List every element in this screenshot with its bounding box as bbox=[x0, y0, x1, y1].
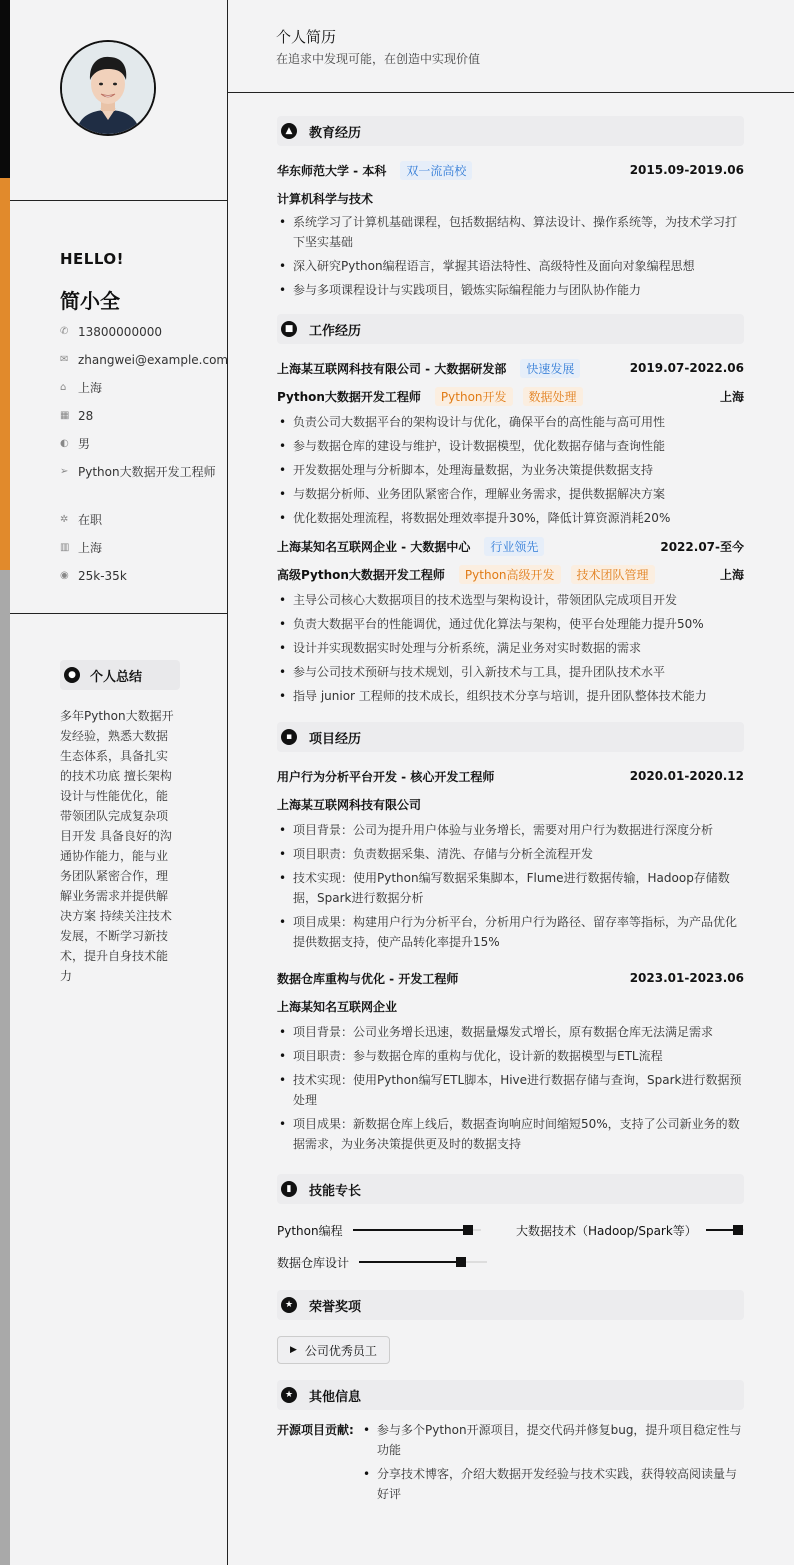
page-title: 个人简历 bbox=[276, 28, 337, 46]
contact-info bbox=[60, 322, 229, 594]
major-row bbox=[277, 184, 744, 212]
project-company: 上海某互联网科技有限公司 bbox=[277, 797, 422, 812]
award-icon: ★ bbox=[281, 1387, 297, 1403]
info-location: ⌂ 上海 bbox=[60, 378, 225, 406]
info-email: ✉ zhangwei@example.com bbox=[60, 350, 225, 378]
skill-item bbox=[277, 1246, 516, 1278]
other-label: 开源项目贡献: bbox=[277, 1423, 354, 1437]
skill-bar bbox=[359, 1261, 487, 1263]
project-date: 2023.01-2023.06 bbox=[629, 971, 744, 985]
skill-tag: 技术团队管理 bbox=[571, 565, 655, 584]
other-bullets bbox=[361, 1420, 744, 1508]
skill-name: Python编程 bbox=[277, 1223, 343, 1238]
color-stripe bbox=[0, 0, 10, 1565]
list-item: • 与数据分析师、业务团队紧密合作，理解业务需求，提供数据解决方案 bbox=[277, 484, 744, 504]
list-item: • 负责公司大数据平台的架构设计与优化，确保平台的高性能与高可用性 bbox=[277, 412, 744, 432]
project-row bbox=[277, 762, 744, 790]
sidebar-divider bbox=[10, 613, 228, 614]
skill-tag: Python开发 bbox=[435, 387, 513, 406]
info-phone: ✆ 13800000000 bbox=[60, 322, 225, 350]
major: 计算机科学与技术 bbox=[277, 191, 374, 206]
award-badge[interactable] bbox=[277, 1336, 390, 1364]
list-item: • 项目成果：新数据仓库上线后，数据查询响应时间缩短50%，支持了公司新业务的数据需求，为业务决策提供更及时的数据支持 bbox=[277, 1114, 744, 1154]
skill-tag: Python高级开发 bbox=[459, 565, 561, 584]
sidebar bbox=[10, 0, 228, 1565]
info-status: ✲ 在职 bbox=[60, 510, 225, 538]
job-bullets bbox=[277, 412, 744, 528]
page-subtitle: 在追求中发现可能，在创造中实现价值 bbox=[276, 52, 481, 66]
list-item: • 参与数据仓库的建设与维护，设计数据模型，优化数据存储与查询性能 bbox=[277, 436, 744, 456]
list-item: • 项目背景：公司业务增长迅速，数据量爆发式增长，原有数据仓库无法满足需求 bbox=[277, 1022, 744, 1042]
list-item: • 负责大数据平台的性能调优，通过优化算法与架构，使平台处理能力提升50% bbox=[277, 614, 744, 634]
hello-label: HELLO! bbox=[60, 250, 124, 268]
summary-title: 个人总结 bbox=[90, 669, 143, 685]
school-name: 华东师范大学 - 本科 bbox=[277, 163, 387, 178]
list-item: • 项目职责：参与数据仓库的重构与优化，设计新的数据模型与ETL流程 bbox=[277, 1046, 744, 1066]
list-item: • 指导 junior 工程师的技术成长，组织技术分享与培训，提升团队整体技术能力 bbox=[277, 686, 744, 706]
school-tag: 双一流高校 bbox=[400, 161, 472, 180]
stripe-middle bbox=[0, 178, 10, 570]
info-age: ▦ 28 bbox=[60, 406, 225, 434]
skill-knob bbox=[463, 1225, 473, 1235]
award-icon: ★ bbox=[281, 1297, 297, 1313]
other-header: ★ 其他信息 bbox=[277, 1380, 744, 1410]
award-label: 公司优秀员工 bbox=[304, 1343, 377, 1358]
job-company-row bbox=[277, 532, 744, 560]
list-item: • 主导公司核心大数据项目的技术选型与架构设计，带领团队完成项目开发 bbox=[277, 590, 744, 610]
list-item: • 设计并实现数据实时处理与分析系统，满足业务对实时数据的需求 bbox=[277, 638, 744, 658]
job-position: Python大数据开发工程师 bbox=[277, 389, 421, 404]
calendar-icon: ▦ bbox=[60, 410, 70, 421]
info-salary: ◉ 25k-35k bbox=[60, 566, 225, 594]
job-city: 上海 bbox=[719, 567, 744, 582]
skill-fill bbox=[353, 1229, 468, 1231]
skill-item bbox=[516, 1214, 744, 1246]
education-header: ▲ 教育经历 bbox=[277, 116, 744, 146]
gender-icon: ◐ bbox=[60, 438, 69, 449]
list-item: • 深入研究Python编程语言，掌握其语法特性、高级特性及面向对象编程思想 bbox=[277, 256, 744, 276]
info-work-city: ▥ 上海 bbox=[60, 538, 225, 566]
user-icon: ● bbox=[64, 667, 80, 683]
list-item: • 项目背景：公司为提升用户体验与业务增长，需要对用户行为数据进行深度分析 bbox=[277, 820, 744, 840]
list-item: • 技术实现：使用Python编写ETL脚本，Hive进行数据存储与查询，Spark进行数据预处理 bbox=[277, 1070, 744, 1110]
building-icon: ▥ bbox=[60, 542, 70, 553]
salary-icon: ◉ bbox=[60, 570, 69, 581]
project-row bbox=[277, 964, 744, 992]
profile-name: 简小全 bbox=[60, 289, 120, 313]
avatar bbox=[60, 40, 156, 136]
list-item: • 优化数据处理流程，将数据处理效率提升30%，降低计算资源消耗20% bbox=[277, 508, 744, 528]
project-date: 2020.01-2020.12 bbox=[629, 769, 744, 783]
play-icon: ▶ bbox=[290, 1345, 297, 1355]
list-item: • 参与多项课程设计与实践项目，锻炼实际编程能力与团队协作能力 bbox=[277, 280, 744, 300]
education-row bbox=[277, 156, 744, 184]
project-company: 上海某知名互联网企业 bbox=[277, 999, 398, 1014]
skill-knob bbox=[456, 1257, 466, 1267]
skill-name: 大数据技术（Hadoop/Spark等） bbox=[516, 1223, 697, 1238]
sidebar-divider bbox=[10, 200, 228, 201]
list-item: • 项目成果：构建用户行为分析平台，分析用户行为路径、留存率等指标，为产品优化提供数据支持，使产品转化率提升15% bbox=[277, 912, 744, 952]
stripe-top bbox=[0, 0, 10, 178]
company-tag: 快速发展 bbox=[520, 359, 580, 378]
company-tag: 行业领先 bbox=[484, 537, 544, 556]
summary-text: 多年Python大数据开发经验，熟悉大数据生态体系，具备扎实的技术功底 擅长架构设计与性能优化，能带领团队完成复杂项目开发 具备良好的沟通协作能力，能与业务团队紧密合作，理解业务需求并提供解决方案 持续关注技术发展，不断学习新技术，提升自身技术能力 bbox=[60, 709, 174, 983]
list-item: • 参与公司技术预研与技术规划，引入新技术与工具，提升团队技术水平 bbox=[277, 662, 744, 682]
skill-fill bbox=[359, 1261, 461, 1263]
avatar-portrait bbox=[62, 42, 154, 134]
job-date: 2022.07-至今 bbox=[660, 539, 744, 554]
summary-header bbox=[60, 660, 180, 690]
info-gender: ◐ 男 bbox=[60, 434, 225, 462]
job-city: 上海 bbox=[719, 389, 744, 404]
job-position-row bbox=[277, 560, 744, 588]
stripe-bottom bbox=[0, 570, 10, 1565]
skill-tag: 数据处理 bbox=[523, 387, 583, 406]
list-item: • 参与多个Python开源项目，提交代码并修复bug，提升项目稳定性与功能 bbox=[361, 1420, 744, 1460]
phone-icon: ✆ bbox=[60, 326, 69, 337]
skill-name: 数据仓库设计 bbox=[277, 1255, 350, 1270]
skill-knob bbox=[733, 1225, 743, 1235]
skill-bar bbox=[353, 1229, 481, 1231]
mail-icon: ✉ bbox=[60, 354, 69, 365]
awards-header: ★ 荣誉奖项 bbox=[277, 1290, 744, 1320]
education-bullets bbox=[277, 212, 744, 300]
skill-item bbox=[277, 1214, 516, 1246]
list-item: • 开发数据处理与分析脚本，处理海量数据，为业务决策提供数据支持 bbox=[277, 460, 744, 480]
home-icon: ⌂ bbox=[60, 382, 67, 393]
other-info bbox=[277, 1420, 744, 1508]
project-name: 数据仓库重构与优化 - 开发工程师 bbox=[277, 971, 459, 986]
skills-list bbox=[277, 1214, 744, 1278]
job-date: 2019.07-2022.06 bbox=[629, 361, 744, 375]
project-bullets bbox=[277, 820, 744, 952]
list-item: • 分享技术博客，介绍大数据开发经验与技术实践，获得较高阅读量与好评 bbox=[361, 1464, 744, 1504]
projects-header: ▪ 项目经历 bbox=[277, 722, 744, 752]
project-company-row bbox=[277, 992, 744, 1020]
bar-chart-icon: ▮ bbox=[281, 1181, 297, 1197]
project-name: 用户行为分析平台开发 - 核心开发工程师 bbox=[277, 769, 495, 784]
list-item: • 系统学习了计算机基础课程，包括数据结构、算法设计、操作系统等，为技术学习打下坚实基础 bbox=[277, 212, 744, 252]
job-company: 上海某知名互联网企业 - 大数据中心 bbox=[277, 539, 471, 554]
send-icon: ➢ bbox=[60, 466, 69, 477]
status-icon: ✲ bbox=[60, 514, 69, 525]
resume-body bbox=[277, 116, 744, 1508]
work-header: ■ 工作经历 bbox=[277, 314, 744, 344]
job-position: 高级Python大数据开发工程师 bbox=[277, 567, 445, 582]
main-content bbox=[228, 0, 794, 1565]
project-company-row bbox=[277, 790, 744, 818]
job-bullets bbox=[277, 590, 744, 706]
job-position-row bbox=[277, 382, 744, 410]
job-company: 上海某互联网科技有限公司 - 大数据研发部 bbox=[277, 361, 507, 376]
project-bullets bbox=[277, 1022, 744, 1154]
job-company-row bbox=[277, 354, 744, 382]
skills-header: ▮ 技能专长 bbox=[277, 1174, 744, 1204]
info-job-title: ➢ Python大数据开发工程师 bbox=[60, 462, 225, 510]
briefcase-icon: ■ bbox=[281, 321, 297, 337]
education-date: 2015.09-2019.06 bbox=[629, 163, 744, 177]
header-divider bbox=[228, 92, 794, 93]
graduation-cap-icon: ▲ bbox=[281, 123, 297, 139]
skill-bar bbox=[706, 1229, 744, 1231]
grid-icon: ▪ bbox=[281, 729, 297, 745]
list-item: • 项目职责：负责数据采集、清洗、存储与分析全流程开发 bbox=[277, 844, 744, 864]
list-item: • 技术实现：使用Python编写数据采集脚本，Flume进行数据传输，Hadoop存储数据，Spark进行数据分析 bbox=[277, 868, 744, 908]
